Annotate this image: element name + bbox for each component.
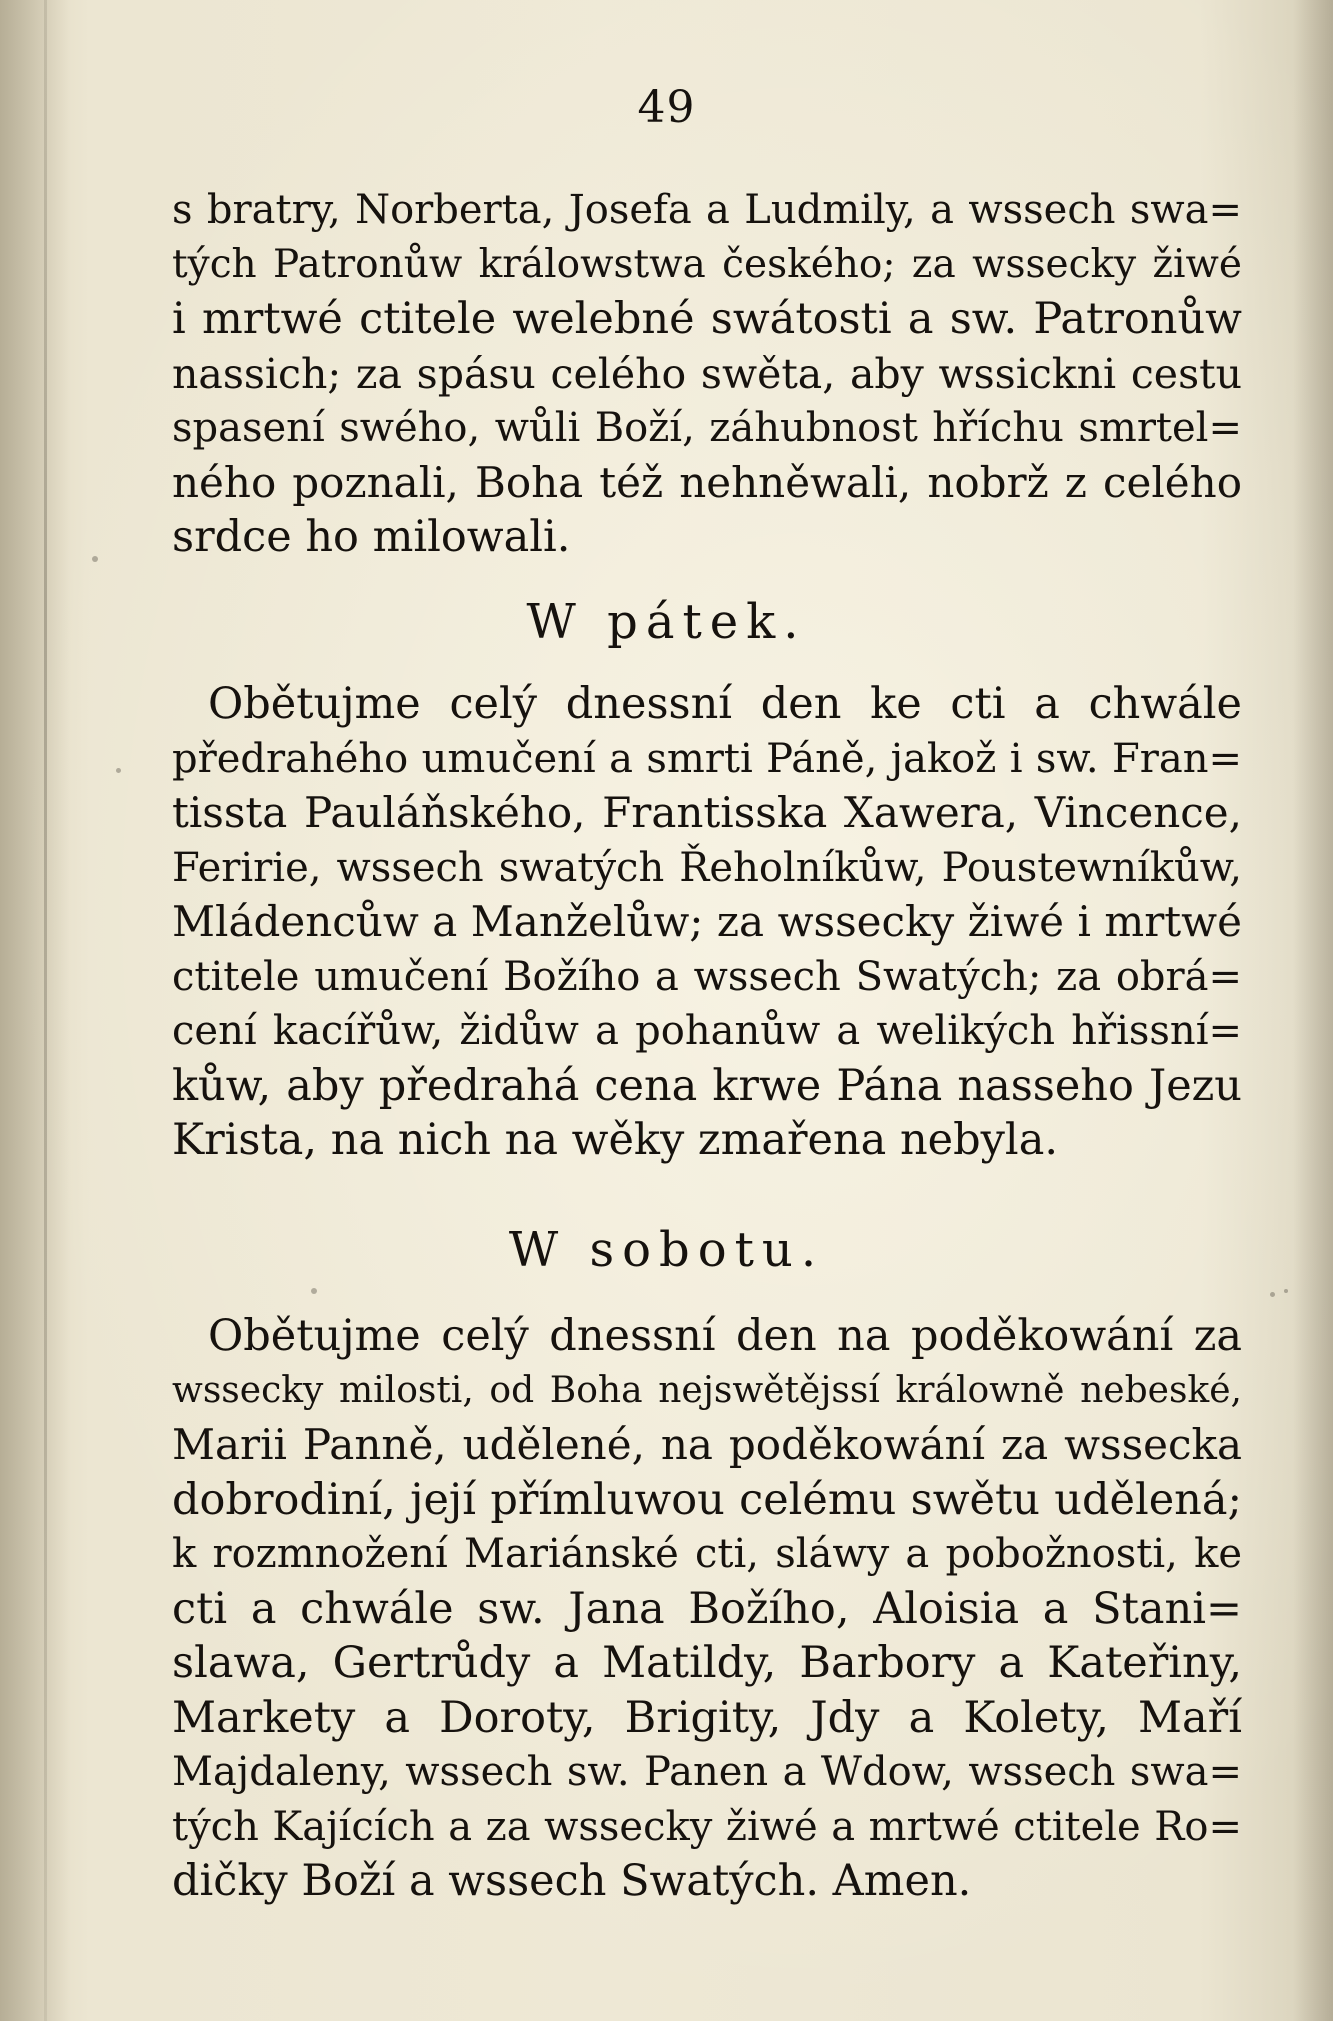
text-line: Krista, na nich na wěky zmařena nebyla. bbox=[172, 1115, 1058, 1165]
text-line: kůw, aby předrahá cena krwe Pána nasseho Jezu bbox=[172, 1060, 1242, 1111]
text-line: spasení swého, wůli Boží, záhubnost hříchu smrtel= bbox=[172, 405, 1242, 451]
saturday-paragraph bbox=[172, 1309, 1242, 1909]
page-edge-shadow bbox=[1293, 0, 1333, 2021]
text-line: s bratry, Norberta, Josefa a Ludmily, a wssech swa= bbox=[172, 187, 1242, 233]
text-line: cti a chwále sw. Jana Božího, Aloisia a Stani= bbox=[172, 1583, 1242, 1634]
text-line: tissta Pauláňského, Frantisska Xawera, Vincence, bbox=[172, 788, 1242, 837]
paper-speck bbox=[1284, 1289, 1288, 1293]
text-line: Markety a Doroty, Brigity, Jdy a Kolety, Maří bbox=[172, 1692, 1242, 1743]
text-line: cení kacířůw, židůw a pohanůw a welikých hřissní= bbox=[172, 1008, 1242, 1054]
binding-crease bbox=[44, 0, 47, 2021]
paper-speck bbox=[1270, 1292, 1275, 1297]
text-line: nassich; za spásu celého swěta, aby wssickni cestu bbox=[172, 349, 1242, 398]
text-line: Obětujme celý dnessní den ke cti a chwále bbox=[208, 679, 1242, 729]
text-line: Majdaleny, wssech sw. Panen a Wdow, wssech swa= bbox=[172, 1749, 1242, 1795]
text-line: k rozmnožení Mariánské cti, sláwy a pobožnosti, ke bbox=[172, 1531, 1242, 1577]
text-line: srdce ho milowali. bbox=[172, 512, 571, 562]
text-line: dobrodiní, její přímluwou celému swětu udělená; bbox=[172, 1474, 1242, 1525]
page-gutter bbox=[0, 0, 70, 2021]
text-line: Feririe, wssech swatých Řeholníkůw, Poustewníkůw, bbox=[172, 844, 1242, 891]
text-line: tých Kajících a za wssecky žiwé a mrtwé ctitele Ro= bbox=[172, 1803, 1242, 1850]
saturday-heading: W sobotu. bbox=[508, 1222, 825, 1278]
text-line: ného poznali, Boha též nehněwali, nobrž z celého bbox=[172, 457, 1242, 507]
text-line: slawa, Gertrůdy a Matildy, Barbory a Kateřiny, bbox=[172, 1638, 1242, 1688]
text-line: tých Patronůw králowstwa českého; za wssecky žiwé bbox=[172, 241, 1242, 287]
paper-speck bbox=[311, 1288, 317, 1294]
text-line: předrahého umučení a smrti Páně, jakož i sw. Fran= bbox=[172, 735, 1242, 782]
text-line: Mládencůw a Manželůw; za wssecky žiwé i mrtwé bbox=[172, 897, 1242, 946]
text-line: ctitele umučení Božího a wssech Swatých; za obrá= bbox=[172, 953, 1242, 1000]
friday-heading: W pátek. bbox=[526, 594, 807, 650]
text-line: dičky Boží a wssech Swatých. Amen. bbox=[172, 1856, 972, 1906]
page-number: 49 bbox=[637, 82, 696, 133]
intro-paragraph bbox=[172, 183, 1242, 565]
text-line: wssecky milosti, od Boha nejswětějssí králowně nebeské, bbox=[172, 1369, 1242, 1411]
text-line: Obětujme celý dnessní den na poděkowání za bbox=[208, 1311, 1242, 1361]
text-line: i mrtwé ctitele welebné swátosti a sw. Patronůw bbox=[172, 294, 1242, 344]
friday-paragraph bbox=[172, 677, 1242, 1168]
text-line: Marii Panně, udělené, na poděkowání za wssecka bbox=[172, 1420, 1242, 1469]
paper-speck bbox=[116, 768, 121, 773]
paper-speck bbox=[92, 556, 98, 562]
